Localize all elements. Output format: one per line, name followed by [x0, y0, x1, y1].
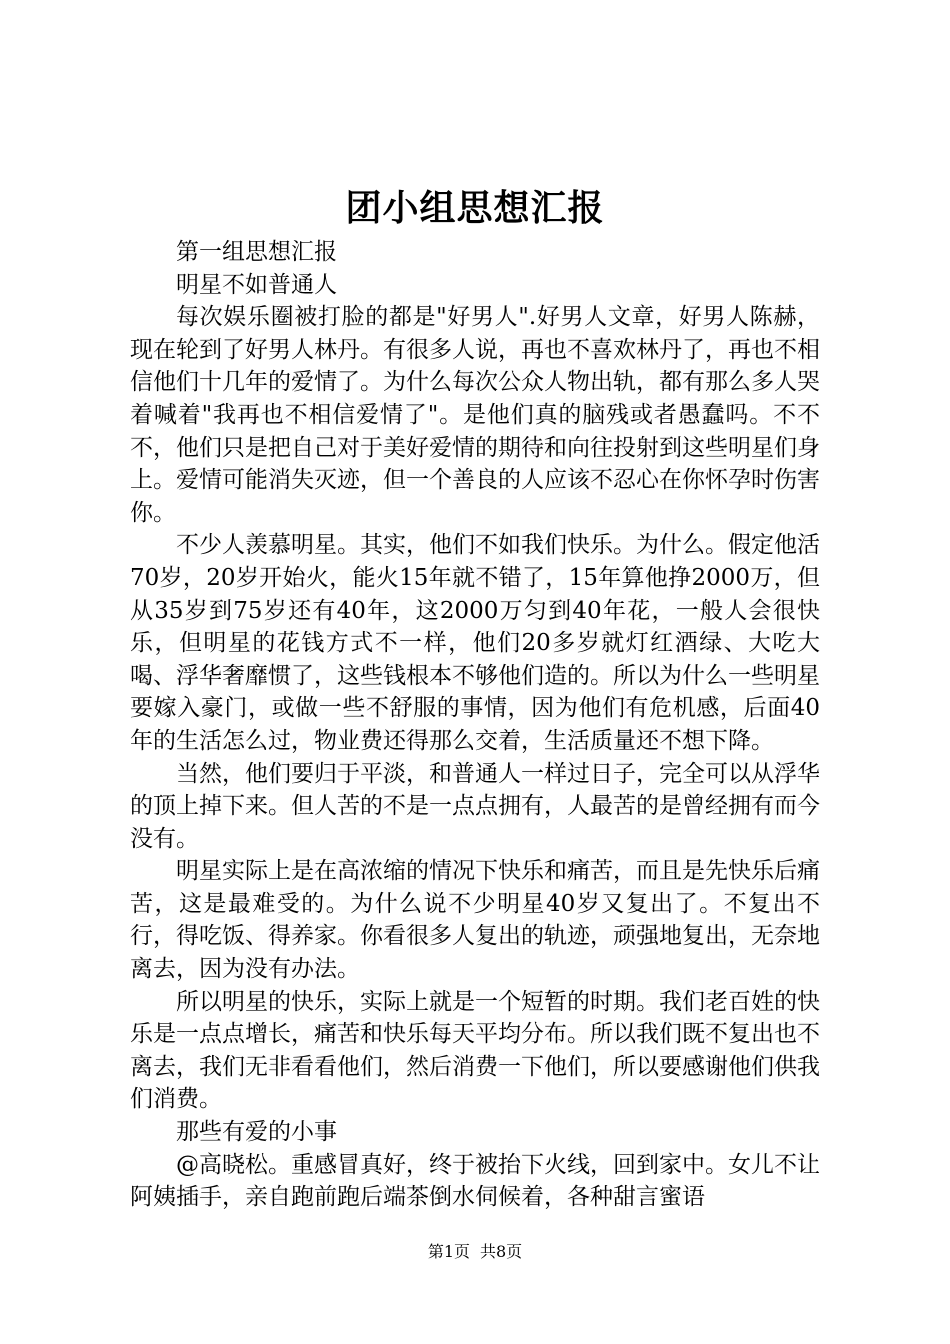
paragraph-subheading: 明星不如普通人 [176, 271, 337, 298]
paragraph-section-heading: 第一组思想汇报 [176, 239, 337, 265]
paragraph: 当然，他们要归于平淡，和普通人一样过日子，完全可以从浮华的顶上掉下来。但人苦的不是一点点拥有，人最苦的是曾经拥有而今没有。 [130, 760, 820, 852]
page-total: 共8页 [480, 1242, 523, 1261]
paragraph: 每次娱乐圈被打脸的都是"好男人".好男人文章，好男人陈赫，现在轮到了好男人林丹。有很多人说，再也不喜欢林丹了，再也不相信他们十几年的爱情了。为什么每次公众人物出轨，都有那么多人哭着喊着"我再也不相信爱情了"。是他们真的脑残或者愚蠢吗。不不不，他们只是把自己对于美好爱情的期待和向往投射到这些明星们身上。爱情可能消失灭迹，但一个善良的人应该不忍心在你怀孕时伤害你。 [130, 304, 820, 526]
paragraph-subheading: 那些有爱的小事 [176, 1119, 337, 1146]
document-title: 团小组思想汇报 [345, 187, 605, 229]
page-footer [0, 1242, 950, 1262]
paragraph: @高晓松。重感冒真好，终于被抬下火线，回到家中。女儿不让阿姨插手，亲自跑前跑后端茶倒水伺候着，各种甜言蜜语 [130, 1151, 820, 1211]
paragraph: 不少人羡慕明星。其实，他们不如我们快乐。为什么。假定他活70岁，20岁开始火，能火15年就不错了，15年算他挣2000万，但从35岁到75岁还有40年，这2000万匀到40年花，一般人会很快乐，但明星的花钱方式不一样，他们20多岁就灯红酒绿、大吃大喝、浮华奢靡惯了，这些钱根本不够他们造的。所以为什么一些明星要嫁入豪门，或做一些不舒服的事情，因为他们有危机感，后面40年的生活怎么过，物业费还得那么交着，生活质量还不想下降。 [130, 532, 820, 754]
paragraph: 所以明星的快乐，实际上就是一个短暂的时期。我们老百姓的快乐是一点点增长，痛苦和快乐每天平均分布。所以我们既不复出也不离去，我们无非看看他们，然后消费一下他们，所以要感谢他们供我们消费。 [130, 988, 820, 1113]
page-number: 第1页 [427, 1242, 470, 1261]
paragraph: 明星实际上是在高浓缩的情况下快乐和痛苦，而且是先快乐后痛苦，这是最难受的。为什么说不少明星40岁又复出了。不复出不行，得吃饭、得养家。你看很多人复出的轨迹，顽强地复出，无奈地离去，因为没有办法。 [130, 858, 820, 983]
document-body [130, 236, 820, 1214]
